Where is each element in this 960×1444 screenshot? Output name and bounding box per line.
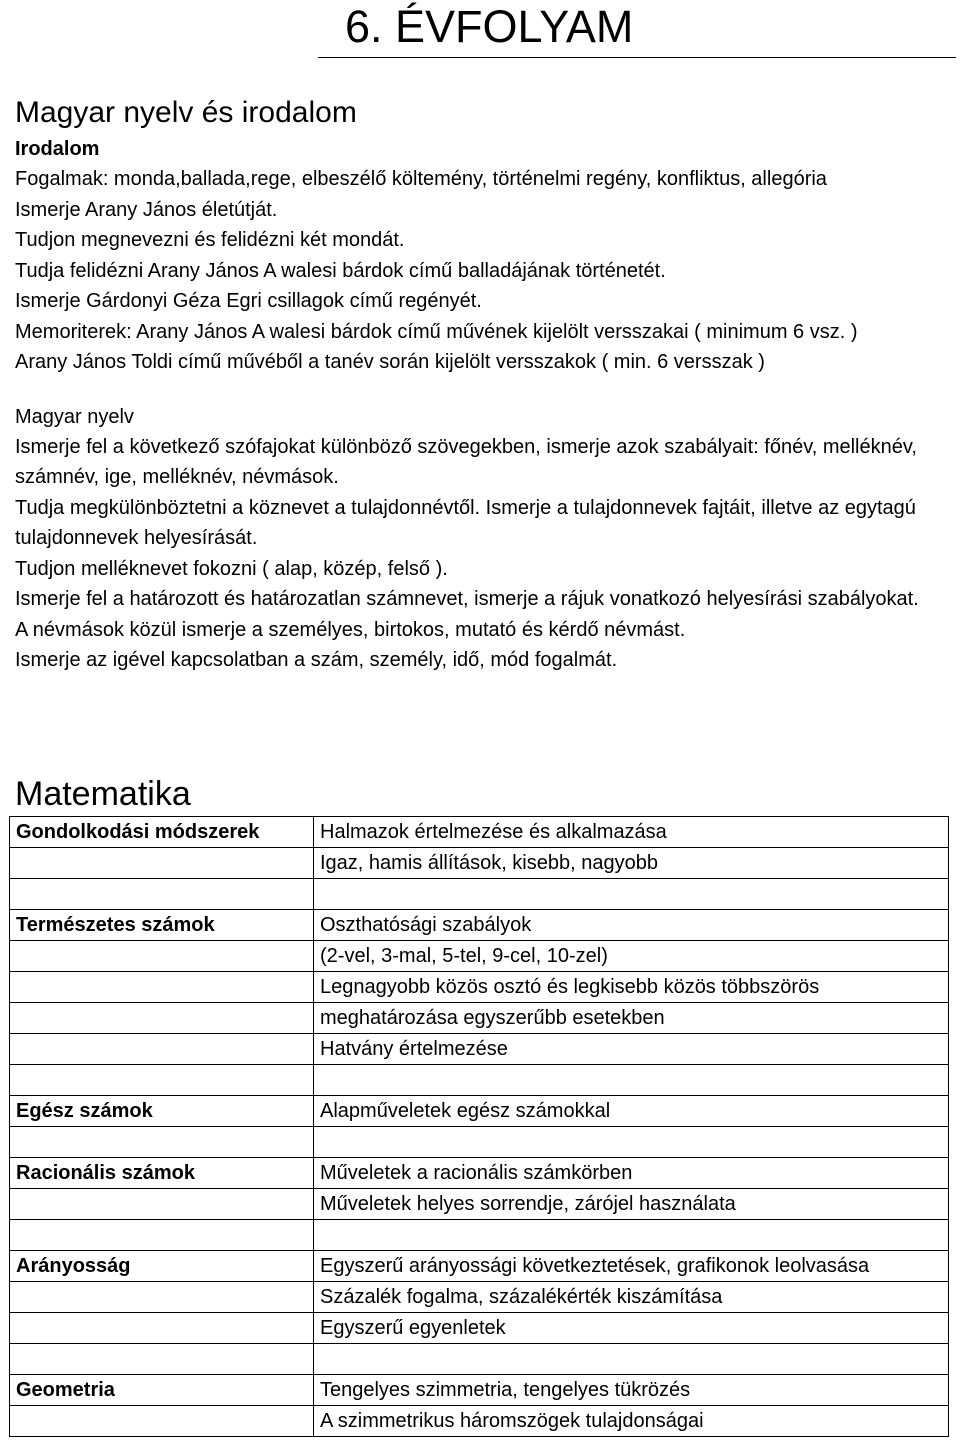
- content-cell: Alapműveletek egész számokkal: [314, 1096, 949, 1127]
- spacer: [15, 378, 945, 402]
- table-row: [10, 1127, 949, 1158]
- content-cell: [314, 1344, 949, 1375]
- content-cell: [314, 879, 949, 910]
- irodalom-line: Tudja felidézni Arany János A walesi bárdok című balladájának történetét.: [15, 259, 666, 282]
- table-row: [10, 1220, 949, 1251]
- table-row: [10, 1158, 949, 1189]
- nyelv-line: Ismerje az igével kapcsolatban a szám, személy, idő, mód fogalmát.: [15, 649, 618, 671]
- topic-cell: [10, 1127, 314, 1158]
- nyelv-line: Tudjon melléknevet fokozni ( alap, közép, felső ).: [15, 557, 448, 580]
- table-row: [10, 910, 949, 941]
- table-row: [10, 848, 949, 879]
- irodalom-list: [15, 164, 945, 378]
- topic-cell: [10, 1189, 314, 1220]
- content-cell: Százalék fogalma, százalékérték kiszámítása: [314, 1282, 949, 1313]
- irodalom-line: Arany János Toldi című művéből a tanév során kijelölt versszakok ( min. 6 versszak ): [15, 351, 765, 373]
- magyar-section: [15, 92, 945, 676]
- table-row: [10, 1313, 949, 1344]
- content-cell: Oszthatósági szabályok: [314, 910, 949, 941]
- content-cell: Legnagyobb közös osztó és legkisebb közös többszörös: [314, 972, 949, 1003]
- content-cell: [314, 1220, 949, 1251]
- irodalom-line: Ismerje Gárdonyi Géza Egri csillagok című regényét.: [15, 290, 482, 312]
- irodalom-heading: Irodalom: [15, 138, 100, 160]
- irodalom-line: Ismerje Arany János életútját.: [15, 198, 278, 221]
- nyelv-heading: Magyar nyelv: [15, 405, 134, 428]
- content-cell: meghatározása egyszerűbb esetekben: [314, 1003, 949, 1034]
- table-row: [10, 1003, 949, 1034]
- topic-cell: [10, 941, 314, 972]
- content-cell: Egyszerű arányossági következtetések, grafikonok leolvasása: [314, 1251, 949, 1282]
- table-row: [10, 1096, 949, 1127]
- content-cell: [314, 1127, 949, 1158]
- table-row: [10, 1065, 949, 1096]
- topic-cell: [10, 972, 314, 1003]
- nyelv-line: Ismerje fel a határozott és határozatlan számnevet, ismerje a rájuk vonatkozó helyesírási szabályokat.: [15, 588, 919, 610]
- table-row: [10, 1375, 949, 1406]
- irodalom-line: Tudjon megnevezni és felidézni két mondát.: [15, 229, 405, 251]
- matematika-title: Matematika: [15, 775, 191, 813]
- irodalom-line: Memoriterek: Arany János A walesi bárdok című művének kijelölt versszakai ( minimum 6 vsz. ): [15, 320, 858, 343]
- table-row: [10, 879, 949, 910]
- topic-cell: [10, 848, 314, 879]
- topic-cell: [10, 1344, 314, 1375]
- topic-cell: [10, 1406, 314, 1437]
- content-cell: A szimmetrikus háromszögek tulajdonságai: [314, 1406, 949, 1437]
- table-row: [10, 972, 949, 1003]
- topic-cell: [10, 879, 314, 910]
- topic-cell: [10, 1065, 314, 1096]
- topic-cell: Geometria: [10, 1375, 314, 1406]
- matematika-table: [9, 816, 949, 1437]
- magyar-title: Magyar nyelv és irodalom: [15, 96, 357, 129]
- content-cell: Műveletek helyes sorrendje, zárójel használata: [314, 1189, 949, 1220]
- content-cell: [314, 1065, 949, 1096]
- nyelv-line: Ismerje fel a következő szófajokat különböző szövegekben, ismerje azok szabályait: főnév, melléknév, számnév, ige, melléknév, névmások.: [15, 435, 917, 488]
- content-cell: Halmazok értelmezése és alkalmazása: [314, 817, 949, 848]
- topic-cell: [10, 1034, 314, 1065]
- topic-cell: [10, 1220, 314, 1251]
- topic-cell: Gondolkodási módszerek: [10, 817, 314, 848]
- irodalom-line: Fogalmak: monda,ballada,rege, elbeszélő költemény, történelmi regény, konfliktus, allegória: [15, 168, 827, 190]
- matematika-table-body: [10, 817, 949, 1437]
- topic-cell: Arányosság: [10, 1251, 314, 1282]
- topic-cell: [10, 1003, 314, 1034]
- nyelv-line: A névmások közül ismerje a személyes, birtokos, mutató és kérdő névmást.: [15, 618, 686, 641]
- content-cell: Hatvány értelmezése: [314, 1034, 949, 1065]
- topic-cell: [10, 1282, 314, 1313]
- content-cell: Igaz, hamis állítások, kisebb, nagyobb: [314, 848, 949, 879]
- content-cell: Tengelyes szimmetria, tengelyes tükrözés: [314, 1375, 949, 1406]
- nyelv-line: Tudja megkülönböztetni a köznevet a tulajdonnévtől. Ismerje a tulajdonnevek fajtáit, illetve az egytagú tulajdonnevek helyesírását.: [15, 496, 916, 549]
- page-title: 6. ÉVFOLYAM: [345, 1, 634, 52]
- topic-cell: Racionális számok: [10, 1158, 314, 1189]
- header-rule: [318, 57, 956, 58]
- table-row: [10, 1406, 949, 1437]
- content-cell: Műveletek a racionális számkörben: [314, 1158, 949, 1189]
- topic-cell: [10, 1313, 314, 1344]
- table-row: [10, 1251, 949, 1282]
- content-cell: Egyszerű egyenletek: [314, 1313, 949, 1344]
- table-row: [10, 1189, 949, 1220]
- table-row: [10, 941, 949, 972]
- table-row: [10, 1034, 949, 1065]
- table-row: [10, 817, 949, 848]
- content-cell: (2-vel, 3-mal, 5-tel, 9-cel, 10-zel): [314, 941, 949, 972]
- table-row: [10, 1282, 949, 1313]
- nyelv-list: [15, 432, 945, 676]
- page-header: [0, 0, 960, 58]
- table-row: [10, 1344, 949, 1375]
- topic-cell: Egész számok: [10, 1096, 314, 1127]
- topic-cell: Természetes számok: [10, 910, 314, 941]
